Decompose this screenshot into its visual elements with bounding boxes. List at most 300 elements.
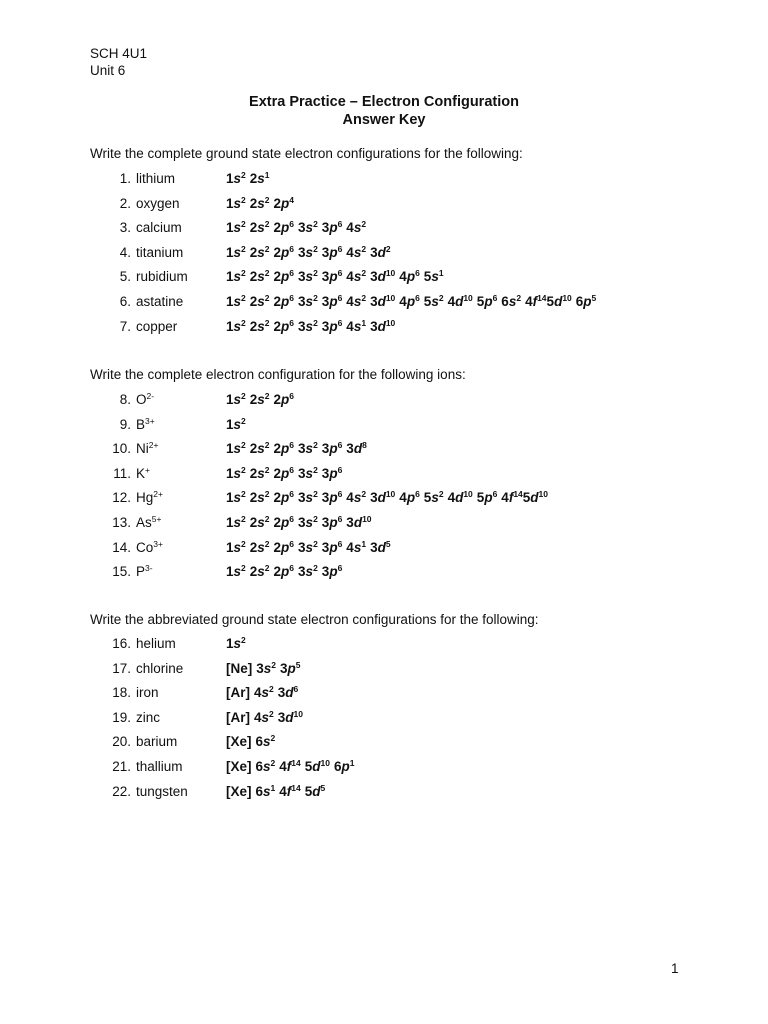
energy-level: 1 — [226, 294, 234, 309]
answer-row — [0, 244, 768, 262]
item-number: 13. — [112, 515, 131, 530]
item-name — [136, 489, 163, 507]
electron-count: 2 — [361, 489, 367, 500]
energy-level: 3 — [370, 294, 378, 309]
electron-count: 2 — [241, 514, 246, 524]
electron-count: 10 — [362, 514, 372, 524]
item-number: 7. — [119, 318, 131, 334]
orbital-term — [523, 490, 548, 505]
energy-level: 4 — [346, 318, 354, 334]
sublevel: d — [455, 490, 464, 506]
energy-level: 2 — [249, 465, 258, 481]
item-name-text: barium — [136, 734, 178, 750]
electron-count: 2 — [264, 489, 270, 500]
electron-count: 2 — [264, 268, 270, 279]
electron-count: 2 — [313, 514, 318, 524]
sublevel: s — [263, 759, 271, 774]
electron-count: 6 — [415, 268, 420, 279]
answer-row — [0, 783, 768, 801]
item-name-text: rubidium — [136, 269, 188, 285]
orbital-term — [250, 564, 270, 579]
electron-count: 6 — [337, 563, 343, 574]
electron-count: 2 — [241, 538, 246, 549]
electron-count: 6 — [289, 464, 295, 475]
item-name — [136, 514, 161, 532]
energy-level: 2 — [273, 392, 282, 407]
electron-count: 2 — [241, 563, 246, 574]
item-name — [136, 440, 158, 458]
item-name — [136, 465, 150, 483]
orbital-term — [346, 245, 366, 260]
ion-charge: 3+ — [145, 415, 155, 426]
energy-level: 3 — [321, 465, 330, 481]
electron-count: 10 — [538, 489, 549, 500]
electron-count: 2 — [516, 293, 522, 303]
orbital-term — [274, 319, 295, 334]
electron-count: 2 — [241, 317, 246, 328]
orbital-term — [334, 759, 355, 774]
orbital-term — [399, 269, 420, 284]
answer-row — [0, 416, 768, 434]
orbital-term — [274, 564, 295, 579]
energy-level: 6 — [255, 759, 264, 774]
energy-level: 3 — [346, 515, 354, 530]
sublevel: p — [583, 294, 592, 309]
item-name — [136, 219, 182, 237]
orbital-term — [226, 245, 246, 260]
orbital-term — [370, 540, 391, 555]
ion-charge: 2- — [146, 391, 155, 401]
item-name-text: As — [136, 515, 152, 530]
sublevel: s — [263, 783, 271, 799]
energy-level: 2 — [249, 195, 258, 211]
sublevel: p — [329, 490, 338, 506]
energy-level: 3 — [321, 318, 330, 334]
item-name — [136, 244, 183, 262]
electron-count: 2 — [313, 243, 318, 254]
electron-count: 6 — [289, 293, 295, 303]
energy-level: 4 — [254, 709, 262, 725]
energy-level: 1 — [226, 220, 234, 236]
orbital-term — [256, 734, 276, 749]
sublevel: s — [257, 171, 265, 186]
item-name — [136, 293, 183, 311]
item-number: 9. — [119, 416, 131, 432]
electron-configuration — [226, 465, 342, 483]
energy-level: 1 — [226, 416, 234, 432]
energy-level: 4 — [279, 759, 287, 774]
electron-count: 1 — [270, 782, 276, 793]
energy-level: 2 — [273, 490, 282, 506]
electron-configuration — [226, 709, 303, 727]
item-number: 8. — [119, 392, 131, 407]
orbital-term — [226, 636, 246, 651]
item-number: 20. — [112, 734, 131, 750]
orbital-term — [250, 319, 270, 334]
orbital-term — [322, 294, 343, 309]
orbital-term — [250, 245, 270, 260]
electron-count: 6 — [492, 489, 498, 500]
energy-level: 3 — [321, 441, 330, 457]
electron-count: 10 — [320, 758, 330, 768]
sublevel: d — [554, 294, 563, 309]
orbital-term — [274, 540, 295, 555]
orbital-term — [250, 441, 270, 456]
electron-count: 6 — [289, 219, 295, 230]
electron-count: 6 — [337, 464, 343, 475]
sublevel: s — [431, 490, 439, 506]
orbital-term — [274, 466, 295, 481]
answer-row — [0, 758, 768, 776]
sublevel: s — [257, 318, 265, 334]
orbital-term — [274, 220, 295, 235]
orbital-term — [274, 441, 295, 456]
item-number: 15. — [112, 564, 131, 580]
sublevel: p — [329, 220, 338, 236]
electron-count: 5 — [295, 659, 301, 670]
energy-level: 2 — [273, 539, 282, 555]
electron-configuration — [226, 635, 246, 653]
orbital-term — [279, 759, 300, 774]
sublevel: d — [377, 539, 386, 555]
orbital-term — [254, 685, 274, 700]
electron-count: 6 — [337, 243, 343, 254]
energy-level: [Ne] — [226, 660, 253, 676]
orbital-term — [298, 441, 318, 456]
item-number: 14. — [112, 539, 131, 555]
orbital-term — [274, 490, 295, 505]
energy-level: 3 — [370, 244, 378, 260]
item-number: 18. — [112, 685, 131, 701]
electron-count: 2 — [264, 514, 270, 524]
orbital-term — [254, 710, 274, 725]
electron-count: 2 — [313, 440, 318, 451]
answer-row — [0, 195, 768, 213]
orbital-term — [226, 220, 246, 235]
answer-row — [0, 660, 768, 678]
sublevel: d — [285, 709, 294, 725]
item-name — [136, 758, 183, 776]
orbital-term — [279, 784, 300, 799]
orbital-term — [226, 196, 246, 211]
sublevel: p — [281, 515, 290, 530]
orbital-term — [226, 564, 246, 579]
sublevel: s — [233, 195, 242, 211]
energy-level: 4 — [346, 539, 354, 555]
electron-count: 6 — [289, 268, 295, 279]
energy-level: 2 — [273, 195, 282, 211]
energy-level: 2 — [273, 318, 282, 334]
electron-count: 6 — [337, 317, 343, 328]
orbital-term — [278, 685, 299, 700]
orbital-term — [256, 661, 276, 676]
electron-count: 6 — [415, 489, 420, 500]
energy-level: 3 — [321, 244, 330, 260]
electron-count: 2 — [241, 219, 246, 230]
energy-level: 2 — [249, 441, 258, 457]
sublevel: s — [233, 441, 242, 457]
electron-count: 2 — [264, 464, 270, 475]
sublevel: p — [329, 441, 338, 457]
electron-count: 2 — [241, 464, 246, 475]
energy-level: 1 — [226, 564, 234, 580]
orbital-term — [256, 759, 276, 774]
electron-count: 2 — [361, 219, 367, 230]
electron-count: 6 — [293, 684, 299, 695]
orbital-term — [346, 319, 366, 334]
item-number: 19. — [112, 709, 131, 725]
electron-count: 6 — [337, 440, 343, 451]
sublevel: s — [257, 269, 265, 285]
sublevel: p — [329, 564, 338, 580]
electron-count: 2 — [264, 293, 270, 303]
electron-count: 14 — [291, 782, 301, 793]
item-number: 5. — [119, 269, 131, 285]
sublevel: p — [281, 294, 290, 309]
energy-level: [Xe] — [226, 734, 252, 750]
sublevel: s — [305, 441, 314, 457]
energy-level: 5 — [522, 490, 531, 506]
answer-row — [0, 635, 768, 653]
orbital-term — [226, 540, 246, 555]
electron-configuration — [226, 170, 270, 188]
orbital-term — [346, 294, 366, 309]
orbital-term — [250, 269, 270, 284]
sublevel: s — [257, 490, 265, 506]
energy-level: 6 — [334, 759, 342, 774]
electron-count: 5 — [591, 293, 597, 303]
sublevel: p — [329, 244, 338, 260]
energy-level: 3 — [277, 685, 286, 701]
orbital-term — [370, 269, 395, 284]
answer-row — [0, 514, 768, 532]
orbital-term — [298, 220, 318, 235]
electron-count: 2 — [241, 635, 246, 645]
orbital-term — [399, 294, 420, 309]
sublevel: p — [329, 294, 338, 309]
energy-level: 4 — [399, 269, 407, 285]
item-number: 11. — [113, 465, 131, 481]
orbital-term — [298, 515, 318, 530]
energy-level: [Ar] — [226, 685, 250, 701]
orbital-term — [448, 294, 473, 309]
energy-level: 3 — [298, 490, 306, 506]
electron-count: 2 — [241, 489, 246, 500]
energy-level: 2 — [273, 294, 282, 309]
energy-level: 1 — [226, 465, 234, 481]
sublevel: s — [261, 709, 270, 725]
item-name-text: Co — [136, 539, 154, 555]
sublevel: s — [305, 564, 314, 580]
answer-row — [0, 318, 768, 336]
sublevel: s — [431, 269, 439, 285]
energy-level: 4 — [346, 490, 354, 506]
electron-count: 10 — [385, 489, 396, 500]
energy-level: 2 — [273, 465, 282, 481]
energy-level: 3 — [321, 490, 330, 506]
electron-count: 10 — [385, 268, 396, 279]
sublevel: p — [281, 490, 290, 506]
sublevel: s — [508, 294, 517, 309]
electron-count: 6 — [289, 317, 295, 328]
sublevel: p — [484, 490, 493, 506]
answer-row — [0, 563, 768, 581]
orbital-term — [274, 515, 295, 530]
electron-count: 1 — [361, 538, 367, 549]
electron-count: 2 — [241, 293, 246, 303]
energy-level: 3 — [321, 269, 330, 285]
ion-charge: 5+ — [151, 514, 162, 524]
energy-level: 3 — [370, 269, 378, 285]
sublevel: s — [257, 441, 265, 457]
sublevel: s — [261, 685, 270, 701]
sublevel: s — [233, 269, 242, 285]
orbital-term — [477, 294, 498, 309]
energy-level: 4 — [525, 294, 533, 309]
sublevel: s — [353, 539, 362, 555]
electron-count: 2 — [313, 268, 318, 279]
orbital-term — [448, 490, 473, 505]
electron-count: 2 — [241, 268, 246, 279]
sublevel: s — [233, 490, 242, 506]
orbital-term — [250, 196, 270, 211]
sublevel: d — [377, 490, 386, 506]
electron-count: 6 — [337, 219, 343, 230]
sublevel: s — [305, 539, 314, 555]
orbital-term — [226, 319, 246, 334]
energy-level: 4 — [346, 244, 354, 260]
energy-level: 3 — [298, 539, 306, 555]
energy-level: 3 — [298, 515, 306, 530]
sublevel: s — [305, 294, 314, 309]
electron-count: 6 — [289, 440, 295, 451]
item-name — [136, 783, 188, 801]
section-2-instruction: Write the complete electron configuration for the following ions: — [90, 367, 466, 382]
sublevel: s — [233, 294, 242, 309]
item-name-text: Ni — [136, 441, 149, 457]
energy-level: 4 — [447, 490, 456, 506]
ion-charge: 2+ — [148, 440, 159, 451]
orbital-term — [322, 540, 343, 555]
orbital-term — [274, 269, 295, 284]
orbital-term — [322, 441, 343, 456]
sublevel: p — [484, 294, 493, 309]
orbital-term — [256, 784, 276, 799]
sublevel: s — [257, 220, 265, 236]
sublevel: s — [257, 294, 265, 309]
item-number: 12. — [112, 490, 131, 506]
electron-count: 6 — [289, 391, 295, 401]
item-name-text: B — [136, 416, 146, 432]
electron-count: 4 — [289, 194, 295, 205]
answer-row — [0, 170, 768, 188]
orbital-term — [250, 540, 270, 555]
electron-count: 2 — [269, 708, 274, 719]
unit-label: Unit 6 — [90, 63, 126, 78]
orbital-term — [250, 515, 270, 530]
electron-count: 2 — [264, 563, 270, 574]
sublevel: s — [233, 416, 242, 432]
energy-level: 3 — [321, 564, 330, 580]
orbital-term — [250, 490, 270, 505]
energy-level: 1 — [226, 515, 234, 530]
item-name-text: chlorine — [136, 660, 184, 676]
energy-level: [Xe] — [226, 759, 252, 774]
sublevel: s — [233, 392, 242, 407]
energy-level: 2 — [249, 515, 258, 530]
item-name — [136, 709, 160, 727]
energy-level: 3 — [321, 220, 330, 236]
sublevel: s — [353, 220, 362, 236]
electron-count: 10 — [385, 317, 396, 328]
sublevel: s — [233, 318, 242, 334]
sublevel: s — [233, 244, 242, 260]
orbital-term — [278, 710, 303, 725]
electron-count: 2 — [270, 733, 276, 744]
electron-configuration — [226, 758, 355, 776]
sublevel: s — [233, 515, 242, 530]
electron-count: 2 — [241, 170, 246, 180]
orbital-term — [346, 220, 366, 235]
orbital-term — [501, 294, 521, 309]
energy-level: 3 — [298, 294, 306, 309]
electron-count: 2 — [271, 659, 277, 670]
electron-configuration — [226, 563, 342, 581]
energy-level: 1 — [226, 539, 234, 555]
sublevel: s — [257, 195, 265, 211]
ion-charge: 2+ — [153, 489, 163, 500]
energy-level: 1 — [226, 490, 234, 506]
electron-count: 2 — [241, 391, 246, 401]
sublevel: f — [508, 490, 514, 506]
electron-count: 2 — [313, 293, 318, 303]
sublevel: s — [263, 660, 272, 676]
electron-count: 2 — [313, 538, 318, 549]
sublevel: s — [353, 318, 362, 334]
electron-count: 1 — [438, 268, 444, 279]
electron-configuration — [226, 268, 444, 286]
answer-row — [0, 440, 768, 458]
item-number: 10. — [112, 441, 131, 457]
electron-count: 5 — [385, 538, 391, 549]
energy-level: 3 — [298, 318, 306, 334]
electron-configuration — [226, 195, 294, 213]
energy-level: 3 — [280, 660, 288, 676]
orbital-term — [226, 661, 252, 676]
item-name-text: zinc — [136, 709, 161, 725]
answer-row — [0, 268, 768, 286]
orbital-term — [226, 515, 246, 530]
electron-count: 6 — [337, 293, 343, 303]
energy-level: 2 — [273, 244, 282, 260]
energy-level: 5 — [423, 269, 432, 285]
answer-row — [0, 684, 768, 702]
item-name-text: copper — [136, 318, 178, 334]
item-name-text: O — [136, 392, 147, 407]
orbital-term — [298, 490, 318, 505]
answer-row — [0, 391, 768, 409]
item-number: 1. — [119, 171, 131, 186]
sublevel: s — [257, 465, 265, 481]
energy-level: 1 — [226, 171, 234, 186]
sublevel: s — [431, 294, 439, 309]
sublevel: d — [455, 294, 464, 309]
sublevel: p — [406, 269, 416, 285]
orbital-term — [322, 245, 343, 260]
sublevel: s — [353, 244, 362, 260]
item-name — [136, 318, 177, 336]
answer-row — [0, 293, 768, 311]
